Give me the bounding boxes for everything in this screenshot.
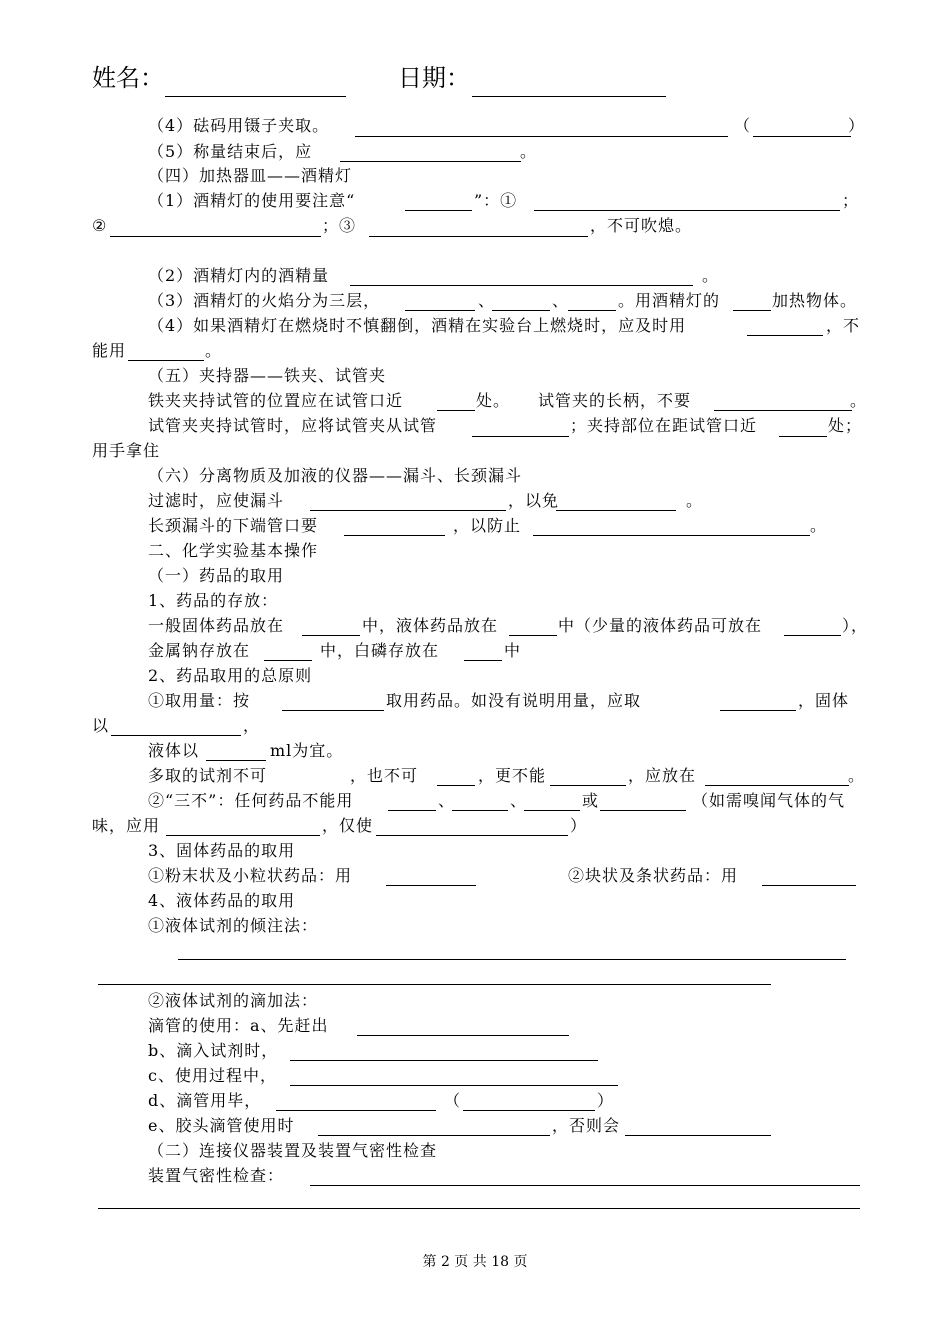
section-heading <box>148 1141 437 1161</box>
answer-blank[interactable] <box>386 885 476 886</box>
answer-blank[interactable] <box>302 635 360 636</box>
text-line <box>92 816 160 836</box>
section-heading <box>148 166 352 186</box>
answer-blank[interactable] <box>110 236 321 237</box>
text: 以 <box>92 716 110 735</box>
text: ，仅使 <box>322 816 374 835</box>
text-line <box>582 791 599 811</box>
text-line <box>148 142 312 162</box>
text-line <box>618 291 720 311</box>
answer-blank[interactable] <box>464 660 502 661</box>
text: ，应放在 <box>628 766 697 785</box>
text: （5）称量结束后，应 <box>148 142 313 161</box>
text: ）， <box>842 616 869 635</box>
text-line <box>92 441 160 461</box>
text: 处； <box>828 416 863 435</box>
answer-blank[interactable] <box>747 335 823 336</box>
answer-line[interactable] <box>98 1208 860 1209</box>
answer-blank[interactable] <box>492 310 550 311</box>
text: 试管夹夹持试管时，应将试管夹从试管 <box>148 416 438 435</box>
text: 中（少量的液体药品可放在 <box>558 616 763 635</box>
text-line <box>798 691 849 711</box>
text-line <box>148 1116 294 1136</box>
answer-line[interactable] <box>310 1185 860 1186</box>
text: 滴管的使用：a、先赶出 <box>148 1016 329 1035</box>
text: （ <box>734 116 752 135</box>
text-line <box>148 591 278 611</box>
text-line <box>148 1041 278 1061</box>
text: 、 <box>510 791 528 810</box>
text-line <box>148 316 686 336</box>
text: ） <box>570 816 588 835</box>
text: （4）如果酒精灯在燃烧时不慎翻倒，酒精在实验台上燃烧时，应及时用 <box>148 316 687 335</box>
text: b、滴入试剂时， <box>148 1041 279 1060</box>
text: 铁夹夹持试管的位置应在试管口近 <box>148 391 404 410</box>
answer-blank[interactable] <box>344 535 445 536</box>
text: 装置气密性检查： <box>148 1166 285 1185</box>
text-line <box>148 266 329 286</box>
answer-blank[interactable] <box>369 236 588 237</box>
text: 一般固体药品放在 <box>148 616 285 635</box>
text-line <box>590 216 692 236</box>
text: ，不 <box>826 316 861 335</box>
text: ，固体 <box>798 691 850 710</box>
text: 用手拿住 <box>92 441 161 460</box>
text-line <box>438 791 455 811</box>
text: ②液体试剂的滴加法： <box>148 991 319 1010</box>
text-line <box>504 641 521 661</box>
text: d、滴管用毕， <box>148 1091 262 1110</box>
text: 、 <box>552 291 570 310</box>
text-line <box>848 766 865 786</box>
text-line <box>148 1016 329 1036</box>
text: e、胶头滴管使用时 <box>148 1116 295 1135</box>
answer-blank[interactable] <box>600 810 686 811</box>
text-line <box>568 866 738 886</box>
text: ；夹持部位在距试管口近 <box>570 416 758 435</box>
date-field[interactable] <box>472 96 666 97</box>
answer-blank[interactable] <box>533 535 810 536</box>
section-heading <box>148 566 284 586</box>
text: ② <box>92 216 108 235</box>
answer-blank[interactable] <box>714 410 852 411</box>
text: ） <box>848 116 866 135</box>
answer-blank[interactable] <box>556 510 676 511</box>
text-line <box>92 341 126 361</box>
text: 液体以 <box>148 741 200 760</box>
text-line <box>148 766 267 786</box>
text-line <box>148 691 250 711</box>
text: ml <box>270 741 293 760</box>
text-line <box>476 391 510 411</box>
answer-blank[interactable] <box>705 785 849 786</box>
answer-blank[interactable] <box>733 310 771 311</box>
text-line <box>453 516 521 536</box>
answer-blank[interactable] <box>318 1135 550 1136</box>
text: 或 <box>582 791 600 810</box>
text-line <box>510 791 527 811</box>
text: 。 <box>702 266 720 285</box>
text: 加热物体。 <box>772 291 858 310</box>
text: 多取的试剂不可 <box>148 766 268 785</box>
answer-blank[interactable] <box>290 1085 618 1086</box>
text-line <box>148 616 284 636</box>
section-heading <box>148 366 386 386</box>
answer-blank[interactable] <box>779 436 827 437</box>
text: ，更不能 <box>478 766 547 785</box>
text-line <box>270 741 343 761</box>
answer-blank[interactable] <box>463 1110 595 1111</box>
text: ，否则会 <box>552 1116 621 1135</box>
text-line <box>810 516 827 536</box>
answer-blank[interactable] <box>166 835 320 836</box>
text-line <box>205 341 222 361</box>
text: ②块状及条状药品：用 <box>568 866 739 885</box>
text: （2）酒精灯内的酒精量 <box>148 266 330 285</box>
text-line <box>474 191 517 211</box>
section-heading <box>148 466 522 486</box>
answer-blank[interactable] <box>452 810 508 811</box>
text-line <box>508 491 559 511</box>
answer-blank[interactable] <box>388 810 436 811</box>
text: 。 <box>205 341 223 360</box>
text-line <box>444 1091 461 1111</box>
text: 试管夹的长柄，不要 <box>538 391 692 410</box>
answer-blank[interactable] <box>310 510 506 511</box>
text: 1、药品的存放： <box>148 591 279 610</box>
text: （3）酒精灯的火焰分为三层， <box>148 291 381 310</box>
text: ，以免 <box>508 491 560 510</box>
text: 。 <box>810 516 828 535</box>
text: ；③ <box>322 216 357 235</box>
name-field[interactable] <box>165 96 346 97</box>
answer-blank[interactable] <box>206 760 266 761</box>
text-line <box>826 316 860 336</box>
name-label: 姓名： <box>92 64 164 92</box>
text-line <box>478 291 495 311</box>
text-line <box>362 616 498 636</box>
text: 。 <box>520 142 538 161</box>
answer-blank[interactable] <box>625 1135 771 1136</box>
text-line <box>148 1166 284 1186</box>
text-line <box>734 116 751 136</box>
text: ，也不可 <box>350 766 419 785</box>
text: 过滤时，应使漏斗 <box>148 491 285 510</box>
text-line <box>570 416 757 436</box>
answer-blank[interactable] <box>405 210 472 211</box>
answer-blank[interactable] <box>405 310 475 311</box>
text-line <box>148 841 295 861</box>
text: 金属钠存放在 <box>148 641 251 660</box>
text: 能用 <box>92 341 127 360</box>
text-line <box>842 616 868 636</box>
text-line <box>148 741 199 761</box>
text: 取用药品。如没有说明用量，应取 <box>386 691 642 710</box>
text-line <box>320 641 439 661</box>
text: （一）药品的取用 <box>148 566 285 585</box>
text: ①取用量：按 <box>148 691 251 710</box>
answer-blank[interactable] <box>437 410 475 411</box>
text: （4）砝码用镊子夹取。 <box>148 116 330 135</box>
text: 4、液体药品的取用 <box>148 891 296 910</box>
text-line <box>850 391 867 411</box>
text-line <box>597 1091 614 1111</box>
text-line <box>243 716 260 736</box>
answer-line[interactable] <box>178 959 846 960</box>
text: 。 <box>848 766 866 785</box>
text: 3、固体药品的取用 <box>148 841 296 860</box>
answer-blank[interactable] <box>111 735 241 736</box>
text-line <box>692 791 845 811</box>
answer-blank[interactable] <box>472 436 569 437</box>
text: 处。 <box>476 391 511 410</box>
text-line <box>148 1091 261 1111</box>
date-label: 日期： <box>398 64 470 92</box>
text-line <box>148 666 312 686</box>
answer-blank[interactable] <box>340 161 521 162</box>
text: ， <box>243 716 261 735</box>
text: （1）酒精灯的使用要注意“ <box>148 191 356 210</box>
text-line <box>92 716 109 736</box>
answer-blank[interactable] <box>276 1110 436 1111</box>
answer-blank[interactable] <box>355 136 728 137</box>
text-line <box>148 291 380 311</box>
section-heading <box>148 541 318 561</box>
text-line <box>148 991 318 1011</box>
text: ②“三不”：任何药品不能用 <box>148 791 354 810</box>
text: 中，白磷存放在 <box>320 641 440 660</box>
answer-blank[interactable] <box>753 136 851 137</box>
text: ①粉末状及小粒状药品：用 <box>148 866 353 885</box>
text: 为宜。 <box>292 741 344 760</box>
text-line <box>848 116 865 136</box>
text: （二）连接仪器装置及装置气密性检查 <box>148 1141 438 1160</box>
text: 中 <box>504 641 522 660</box>
text: 中，液体药品放在 <box>362 616 499 635</box>
page-number: 第 2 页 共 18 页 <box>422 1254 528 1270</box>
answer-blank[interactable] <box>357 1035 569 1036</box>
text: 2、药品取用的总原则 <box>148 666 313 685</box>
answer-blank[interactable] <box>376 835 568 836</box>
text: ①液体试剂的倾注法： <box>148 916 319 935</box>
answer-blank[interactable] <box>282 710 384 711</box>
text-line <box>322 216 356 236</box>
text: （五）夹持器——铁夹、试管夹 <box>148 366 387 385</box>
text-line <box>148 491 284 511</box>
answer-blank[interactable] <box>720 710 796 711</box>
text: ”：① <box>474 191 518 210</box>
text-line <box>148 866 352 886</box>
text-line <box>148 791 353 811</box>
text: （如需嗅闻气体的气 <box>692 791 846 810</box>
text-line <box>148 416 437 436</box>
text-line <box>702 266 719 286</box>
text-line <box>686 491 703 511</box>
text-line <box>570 816 587 836</box>
answer-blank[interactable] <box>509 635 557 636</box>
text-line <box>148 391 403 411</box>
text-line <box>842 191 859 211</box>
text-line <box>478 766 546 786</box>
text: 长颈漏斗的下端管口要 <box>148 516 319 535</box>
text-line <box>148 116 329 136</box>
text-line <box>552 291 569 311</box>
text: 味，应用 <box>92 816 161 835</box>
text: ； <box>842 191 860 210</box>
text: ） <box>597 1091 615 1110</box>
text-line <box>92 216 107 236</box>
text-line <box>350 766 418 786</box>
answer-blank[interactable] <box>524 810 580 811</box>
text-line <box>148 191 355 211</box>
answer-blank[interactable] <box>264 660 312 661</box>
answer-blank[interactable] <box>568 310 616 311</box>
text: 二、化学实验基本操作 <box>148 541 319 560</box>
answer-line[interactable] <box>98 984 771 985</box>
text: 、 <box>438 791 456 810</box>
text-line <box>386 691 641 711</box>
text-line <box>538 391 691 411</box>
answer-blank[interactable] <box>290 1060 598 1061</box>
text: （六）分离物质及加液的仪器——漏斗、长颈漏斗 <box>148 466 523 485</box>
text-line <box>148 516 318 536</box>
answer-blank[interactable] <box>550 785 626 786</box>
text-line <box>828 416 862 436</box>
text: 、 <box>478 291 496 310</box>
text: 。用酒精灯的 <box>618 291 721 310</box>
text: （四）加热器皿——酒精灯 <box>148 166 353 185</box>
text-line <box>322 816 373 836</box>
text-line <box>552 1116 620 1136</box>
text-line <box>148 916 318 936</box>
text-line <box>772 291 857 311</box>
answer-blank[interactable] <box>784 635 841 636</box>
answer-blank[interactable] <box>350 285 693 286</box>
text-line <box>520 142 537 162</box>
text-line <box>558 616 762 636</box>
answer-blank[interactable] <box>437 785 475 786</box>
text: ，不可吹熄。 <box>590 216 693 235</box>
answer-blank[interactable] <box>128 360 204 361</box>
text: 。 <box>686 491 704 510</box>
text: c、使用过程中， <box>148 1066 277 1085</box>
text-line <box>148 641 250 661</box>
text-line <box>148 891 295 911</box>
text-line <box>148 1066 277 1086</box>
answer-blank[interactable] <box>534 210 840 211</box>
text-line <box>628 766 696 786</box>
text: （ <box>444 1091 462 1110</box>
answer-blank[interactable] <box>762 885 856 886</box>
text: ，以防止 <box>453 516 522 535</box>
text: 。 <box>850 391 868 410</box>
